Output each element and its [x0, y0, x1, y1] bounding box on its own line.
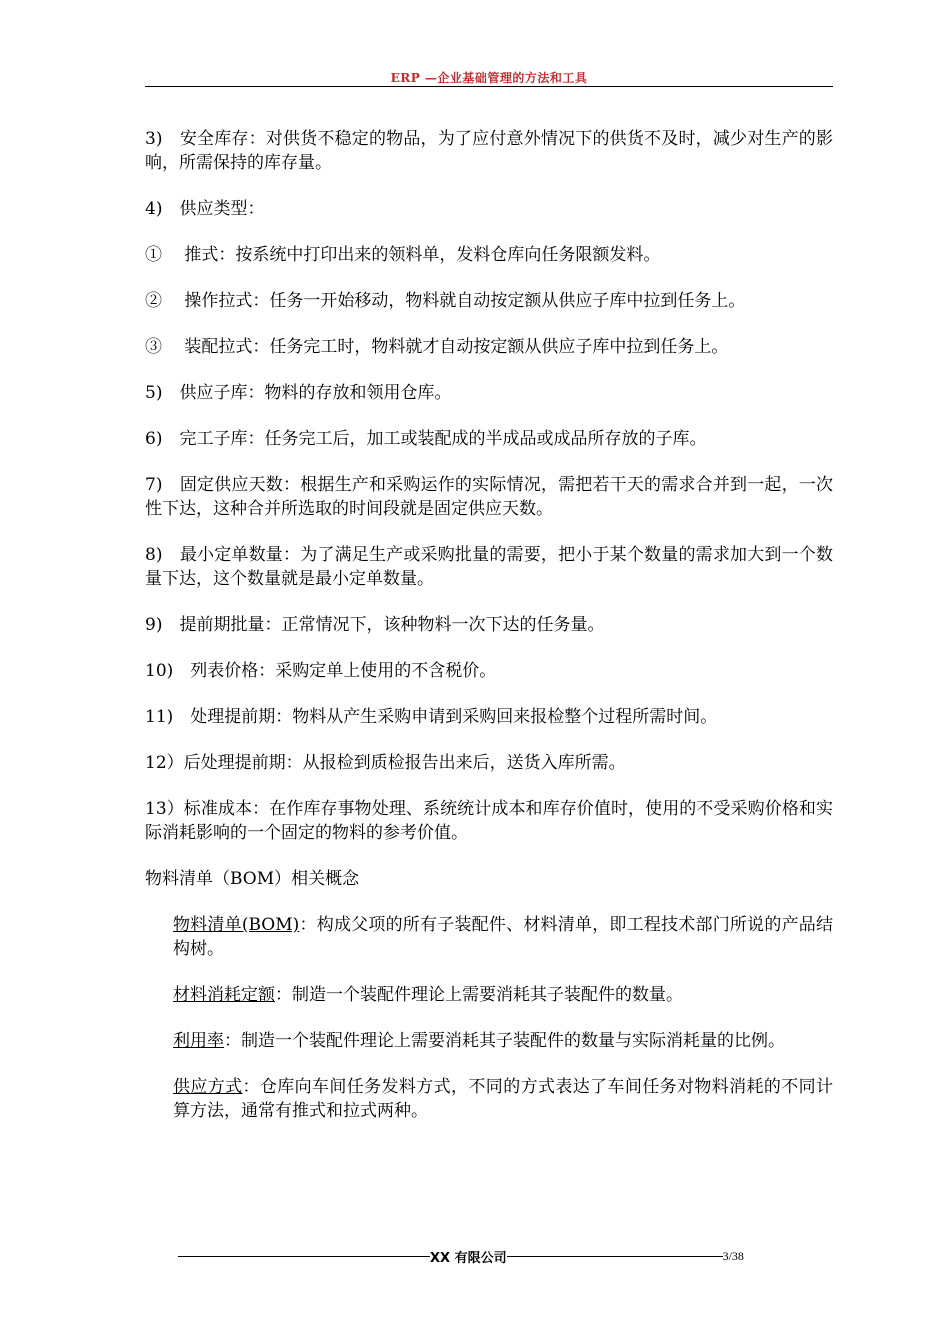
paragraph-assembly-pull: ③ 装配拉式：任务完工时，物料就才自动按定额从供应子库中拉到任务上。: [145, 337, 729, 357]
paragraph-completion-subinventory: 6) 完工子库：任务完工后，加工或装配成的半成品或成品所存放的子库。: [145, 429, 707, 449]
paragraph-lead-time-lot: 9) 提前期批量：正常情况下，该种物料一次下达的任务量。: [145, 615, 605, 635]
document-body: [145, 127, 833, 1145]
paragraph-operation-pull: ② 操作拉式：任务一开始移动，物料就自动按定额从供应子库中拉到任务上。: [145, 291, 746, 311]
footer-company: XX 有限公司: [430, 1251, 507, 1266]
bom-term: 利用率: [173, 1031, 224, 1051]
bom-item-supply-method: [145, 1075, 833, 1123]
paragraph-supply-type: 4) 供应类型：: [145, 199, 265, 219]
bom-term: 材料消耗定额: [173, 985, 275, 1005]
bom-definition: ：仓库向车间任务发料方式，不同的方式表达了车间任务对物料消耗的不同计算方法，通常有推式和拉式两种。: [173, 1077, 834, 1121]
paragraph-push: ① 推式：按系统中打印出来的领料单，发料仓库向任务限额发料。: [145, 245, 661, 265]
page-number: 3/38: [722, 1249, 744, 1263]
paragraph-supply-subinventory: 5) 供应子库：物料的存放和领用仓库。: [145, 383, 452, 403]
bom-section: [145, 867, 833, 1123]
paragraph-list-price: 10) 列表价格：采购定单上使用的不含税价。: [145, 661, 497, 681]
bom-definition: ：制造一个装配件理论上需要消耗其子装配件的数量。: [275, 985, 683, 1005]
bom-item-consumption: [145, 983, 833, 1007]
paragraph-processing-lead-time: 11) 处理提前期：物料从产生采购申请到采购回来报检整个过程所需时间。: [145, 707, 718, 727]
bom-item-utilization: [145, 1029, 833, 1053]
header-rule: [145, 86, 833, 87]
bom-definition: ：构成父项的所有子装配件、材料清单，即工程技术部门所说的产品结构树。: [173, 915, 834, 959]
bom-term: 供应方式: [173, 1077, 243, 1097]
footer-rule-right: [507, 1256, 723, 1257]
paragraph-post-processing: 12）后处理提前期：从报检到质检报告出来后，送货入库所需。: [145, 753, 626, 773]
paragraph-standard-cost: 13）标准成本：在作库存事物处理、系统统计成本和库存价值时，使用的不受采购价格和实际消耗影响的一个固定的物料的参考价值。: [145, 799, 833, 843]
bom-definition: ：制造一个装配件理论上需要消耗其子装配件的数量与实际消耗量的比例。: [224, 1031, 785, 1051]
footer-rule-left: [178, 1256, 430, 1257]
page-footer: [178, 1247, 818, 1266]
header-title: ERP —企业基础管理的方法和工具: [390, 71, 588, 85]
paragraph-min-order-qty: 8) 最小定单数量：为了满足生产或采购批量的需要，把小于某个数量的需求加大到一个数量下达，这个数量就是最小定单数量。: [145, 545, 833, 589]
bom-term: 物料清单(BOM): [173, 915, 300, 935]
paragraph-safety-stock: 3) 安全库存：对供货不稳定的物品，为了应付意外情况下的供货不及时，减少对生产的影响，所需保持的库存量。: [145, 129, 833, 173]
paragraph-fixed-days-supply: 7) 固定供应天数：根据生产和采购运作的实际情况，需把若干天的需求合并到一起，一次性下达，这种合并所选取的时间段就是固定供应天数。: [145, 475, 833, 519]
bom-heading: 物料清单（BOM）相关概念: [145, 869, 360, 889]
bom-item-bom: [145, 913, 833, 961]
